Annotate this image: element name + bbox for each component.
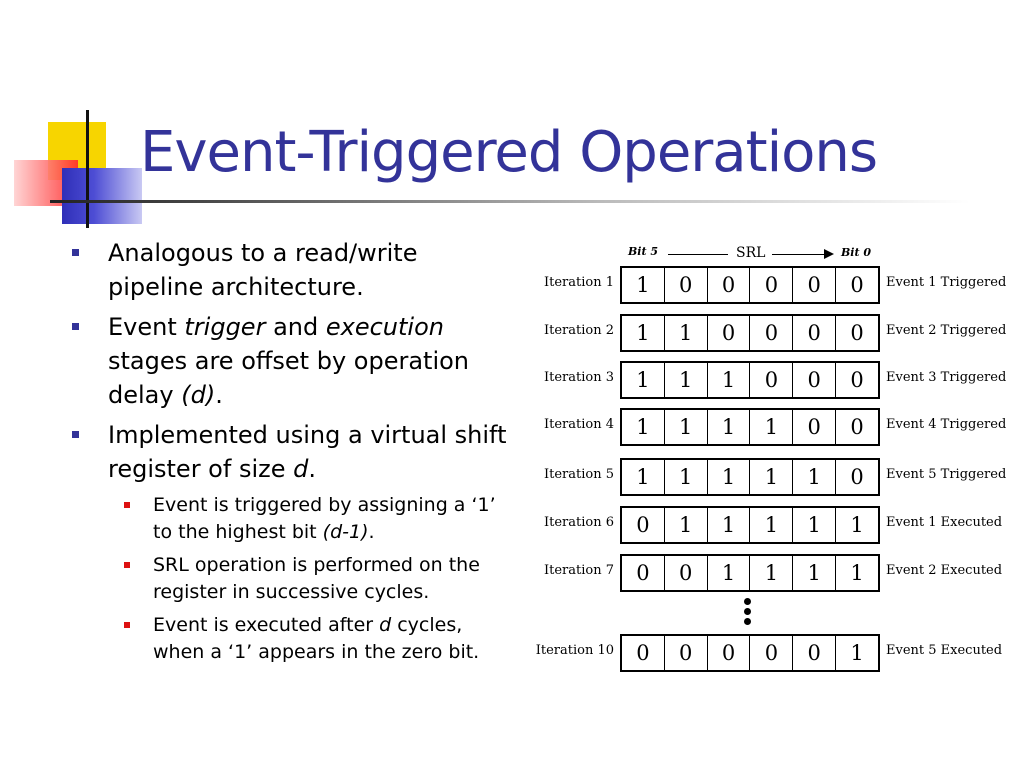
event-label: Event 3 Triggered bbox=[886, 370, 1007, 385]
bit-cell: 1 bbox=[749, 410, 792, 444]
bullet-text bbox=[108, 310, 540, 412]
text-line: Analogous to a read/write bbox=[108, 239, 418, 267]
event-label: Event 2 Triggered bbox=[886, 323, 1007, 338]
bit-cell: 1 bbox=[636, 465, 650, 489]
register-row bbox=[530, 458, 1010, 494]
text-line: Event is executed after d cycles, bbox=[153, 614, 463, 636]
bit-cell: 0 bbox=[749, 268, 792, 302]
bit-cell: 1 bbox=[792, 556, 835, 590]
shift-register-diagram bbox=[530, 236, 1020, 686]
bit-cell: 1 bbox=[664, 410, 707, 444]
title-underline bbox=[50, 200, 970, 203]
register-box bbox=[620, 314, 880, 352]
srl-label: SRL bbox=[736, 245, 766, 261]
bullet-item bbox=[70, 418, 540, 486]
text-line: Event is triggered by assigning a ‘1’ bbox=[153, 494, 496, 516]
bit-cell: 1 bbox=[664, 508, 707, 542]
bit-cell: 0 bbox=[835, 460, 878, 494]
iteration-label: Iteration 6 bbox=[543, 515, 614, 530]
sub-bullet-marker bbox=[124, 502, 130, 508]
bit-cell: 0 bbox=[835, 316, 878, 350]
text-line: when a ‘1’ appears in the zero bit. bbox=[153, 641, 480, 663]
text-line: SRL operation is performed on the bbox=[153, 554, 480, 576]
register-row bbox=[530, 554, 1010, 590]
slide-title: Event-Triggered Operations bbox=[140, 120, 878, 185]
bit-low-label: Bit 0 bbox=[841, 246, 872, 259]
sub-bullet-text bbox=[153, 612, 540, 666]
bullet-marker bbox=[72, 323, 79, 330]
text-line: pipeline architecture. bbox=[108, 273, 364, 301]
ellipsis-dots-icon bbox=[744, 598, 754, 628]
srl-line-left bbox=[668, 254, 728, 255]
sub-bullet-text bbox=[153, 552, 540, 606]
iteration-label: Iteration 7 bbox=[543, 563, 614, 578]
register-box bbox=[620, 361, 880, 399]
sub-bullet-marker bbox=[124, 562, 130, 568]
bit-cell: 1 bbox=[749, 508, 792, 542]
text-line: Implemented using a virtual shift bbox=[108, 421, 507, 449]
iteration-label: Iteration 1 bbox=[543, 275, 614, 290]
bit-cell: 0 bbox=[636, 561, 650, 585]
bit-cell: 0 bbox=[792, 410, 835, 444]
register-row bbox=[530, 266, 1010, 302]
bit-cell: 0 bbox=[792, 636, 835, 670]
iteration-label: Iteration 2 bbox=[543, 323, 614, 338]
event-label: Event 5 Executed bbox=[886, 643, 1003, 658]
bullet-item bbox=[70, 310, 540, 412]
bit-cell: 1 bbox=[835, 636, 878, 670]
sub-bullet-text bbox=[153, 492, 540, 546]
register-box bbox=[620, 408, 880, 446]
bit-cell: 0 bbox=[835, 268, 878, 302]
iteration-label: Iteration 4 bbox=[543, 417, 614, 432]
register-box bbox=[620, 458, 880, 496]
bit-high-label: Bit 5 bbox=[628, 245, 659, 258]
bit-cell: 1 bbox=[707, 460, 750, 494]
event-label: Event 2 Executed bbox=[886, 563, 1003, 578]
bit-cell: 1 bbox=[636, 415, 650, 439]
slide-logo-decoration bbox=[0, 0, 160, 230]
text-line: to the highest bit (d-1). bbox=[153, 521, 375, 543]
bit-cell: 1 bbox=[749, 556, 792, 590]
bit-cell: 1 bbox=[707, 556, 750, 590]
register-row bbox=[530, 634, 1010, 670]
sub-bullet-item bbox=[108, 492, 540, 546]
register-box bbox=[620, 506, 880, 544]
bit-cell: 1 bbox=[835, 508, 878, 542]
bit-cell: 1 bbox=[792, 508, 835, 542]
bit-cell: 1 bbox=[792, 460, 835, 494]
text-line: Event trigger and execution bbox=[108, 313, 444, 341]
bullet-text bbox=[108, 418, 540, 486]
register-row bbox=[530, 506, 1010, 542]
vertical-rule bbox=[86, 110, 89, 228]
bit-cell: 1 bbox=[664, 363, 707, 397]
bit-cell: 1 bbox=[636, 321, 650, 345]
bit-cell: 1 bbox=[664, 316, 707, 350]
bit-cell: 0 bbox=[749, 316, 792, 350]
sub-bullet-item bbox=[108, 612, 540, 666]
bit-cell: 0 bbox=[792, 268, 835, 302]
bullet-marker bbox=[72, 431, 79, 438]
bullet-text bbox=[108, 236, 540, 304]
bit-cell: 1 bbox=[707, 363, 750, 397]
bit-cell: 0 bbox=[664, 268, 707, 302]
iteration-label: Iteration 10 bbox=[535, 643, 614, 658]
bit-cell: 1 bbox=[707, 508, 750, 542]
srl-arrow-icon bbox=[824, 249, 834, 259]
register-box bbox=[620, 554, 880, 592]
sub-bullet-item bbox=[108, 552, 540, 606]
bit-cell: 0 bbox=[636, 641, 650, 665]
bit-cell: 0 bbox=[835, 410, 878, 444]
register-box bbox=[620, 266, 880, 304]
bit-cell: 0 bbox=[636, 513, 650, 537]
bit-cell: 0 bbox=[707, 268, 750, 302]
text-line: register of size d. bbox=[108, 455, 316, 483]
register-row bbox=[530, 314, 1010, 350]
register-row bbox=[530, 408, 1010, 444]
event-label: Event 4 Triggered bbox=[886, 417, 1007, 432]
bullet-marker bbox=[72, 249, 79, 256]
bit-cell: 0 bbox=[664, 556, 707, 590]
bit-cell: 0 bbox=[749, 363, 792, 397]
bit-cell: 0 bbox=[664, 636, 707, 670]
bullet-item bbox=[70, 236, 540, 304]
bit-cell: 0 bbox=[792, 363, 835, 397]
bullet-list bbox=[70, 236, 540, 672]
register-row bbox=[530, 361, 1010, 397]
text-line: register in successive cycles. bbox=[153, 581, 430, 603]
event-label: Event 5 Triggered bbox=[886, 467, 1007, 482]
bit-cell: 0 bbox=[792, 316, 835, 350]
iteration-label: Iteration 3 bbox=[543, 370, 614, 385]
register-box bbox=[620, 634, 880, 672]
text-line: stages are offset by operation bbox=[108, 347, 470, 375]
bit-cell: 1 bbox=[707, 410, 750, 444]
bit-cell: 1 bbox=[835, 556, 878, 590]
bit-cell: 0 bbox=[749, 636, 792, 670]
bit-cell: 0 bbox=[835, 363, 878, 397]
event-label: Event 1 Executed bbox=[886, 515, 1003, 530]
bit-cell: 1 bbox=[749, 460, 792, 494]
bit-cell: 0 bbox=[707, 316, 750, 350]
bit-cell: 1 bbox=[636, 273, 650, 297]
iteration-label: Iteration 5 bbox=[543, 467, 614, 482]
bit-cell: 0 bbox=[707, 636, 750, 670]
bit-cell: 1 bbox=[636, 368, 650, 392]
srl-line-right bbox=[772, 254, 826, 255]
event-label: Event 1 Triggered bbox=[886, 275, 1007, 290]
sub-bullet-marker bbox=[124, 622, 130, 628]
blue-square bbox=[62, 168, 142, 224]
text-line: delay (d). bbox=[108, 381, 223, 409]
bit-cell: 1 bbox=[664, 460, 707, 494]
